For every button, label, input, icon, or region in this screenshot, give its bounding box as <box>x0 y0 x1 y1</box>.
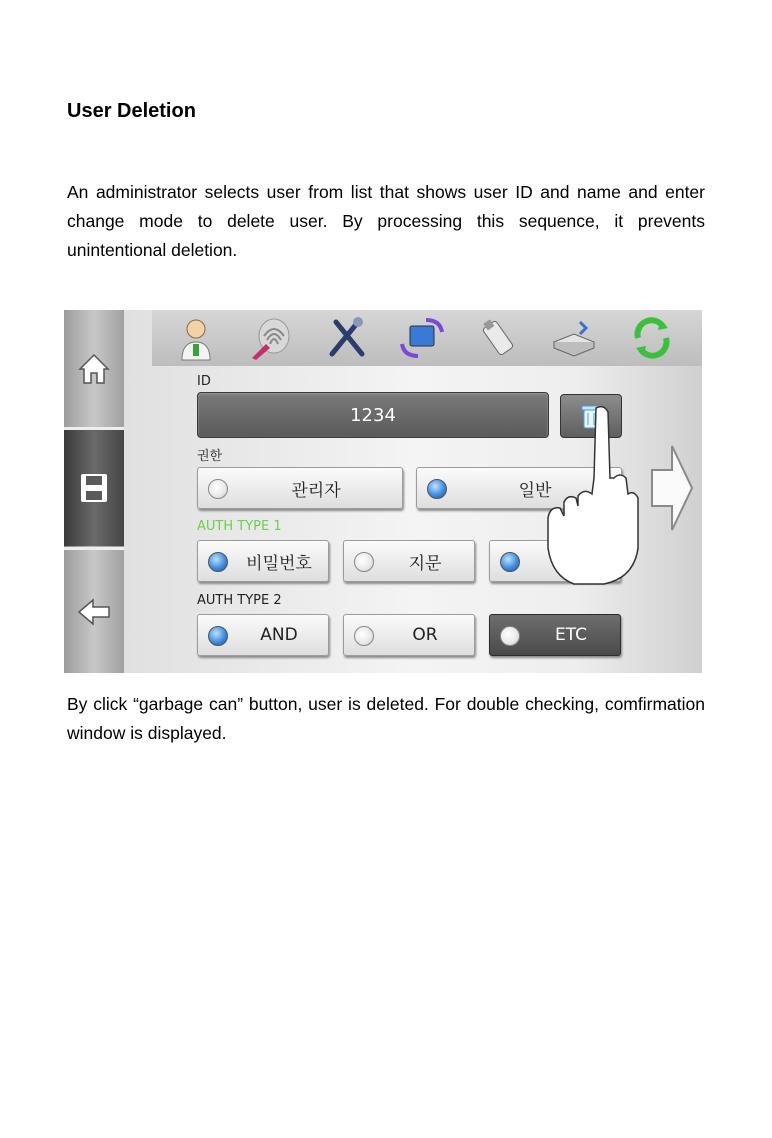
save-button[interactable] <box>64 430 124 546</box>
radio-off <box>500 626 520 646</box>
auth-label: 권한 <box>197 449 223 464</box>
top-icon-bar <box>152 310 702 366</box>
auth-type2-option-etc[interactable] <box>489 614 621 656</box>
radio-on <box>208 626 228 646</box>
fingerprint-icon[interactable] <box>246 314 294 362</box>
radio-on <box>208 552 228 572</box>
auth-type1-label: AUTH TYPE 1 <box>197 519 282 534</box>
radio-off <box>354 626 374 646</box>
radio-on <box>427 479 447 499</box>
radio-off <box>208 479 228 499</box>
radio-off <box>354 552 374 572</box>
auth-type2-option-label: ETC <box>555 625 587 645</box>
home-button[interactable] <box>64 310 124 428</box>
auth-type2-option-and[interactable] <box>197 614 329 656</box>
auth-option-label: 일반 <box>518 480 552 501</box>
auth-type1-option-password[interactable] <box>197 540 329 582</box>
left-nav <box>64 310 124 673</box>
home-icon <box>77 352 111 386</box>
id-label: ID <box>197 374 211 389</box>
auth-type1-option-label: 비밀번호 <box>246 553 312 574</box>
auth-option-label: 관리자 <box>291 480 341 501</box>
auth-type1-option-label: 지문 <box>408 553 442 574</box>
next-page-arrow-icon[interactable] <box>648 440 696 536</box>
auth-type2-label: AUTH TYPE 2 <box>197 593 282 608</box>
network-icon[interactable] <box>550 314 598 362</box>
auth-type1-option-fingerprint[interactable] <box>343 540 475 582</box>
save-icon <box>79 472 109 504</box>
monitor-sync-icon[interactable] <box>398 314 446 362</box>
auth-type2-option-label: OR <box>412 625 438 645</box>
usb-icon[interactable] <box>474 314 522 362</box>
page-heading: User Deletion <box>67 100 196 122</box>
device-screenshot <box>64 310 702 673</box>
back-button[interactable] <box>64 550 124 673</box>
arrow-left-icon <box>77 597 111 627</box>
tools-icon[interactable] <box>322 314 370 362</box>
auth-type2-option-or[interactable] <box>343 614 475 656</box>
id-field[interactable]: 1234 <box>197 392 549 438</box>
auth-option-admin[interactable] <box>197 467 403 509</box>
auth-type2-option-label: AND <box>260 625 298 645</box>
pointing-hand-icon <box>534 398 644 588</box>
radio-on <box>500 552 520 572</box>
intro-paragraph: An administrator selects user from list that shows user ID and name and enter change mode to delete user. By processing this sequence, it prevents unintentional deletion. <box>67 182 705 260</box>
outro-paragraph: By click “garbage can” button, user is deleted. For double checking, comfirmation window is displayed. <box>67 694 705 743</box>
user-icon[interactable] <box>172 314 220 362</box>
refresh-icon[interactable] <box>628 314 676 362</box>
